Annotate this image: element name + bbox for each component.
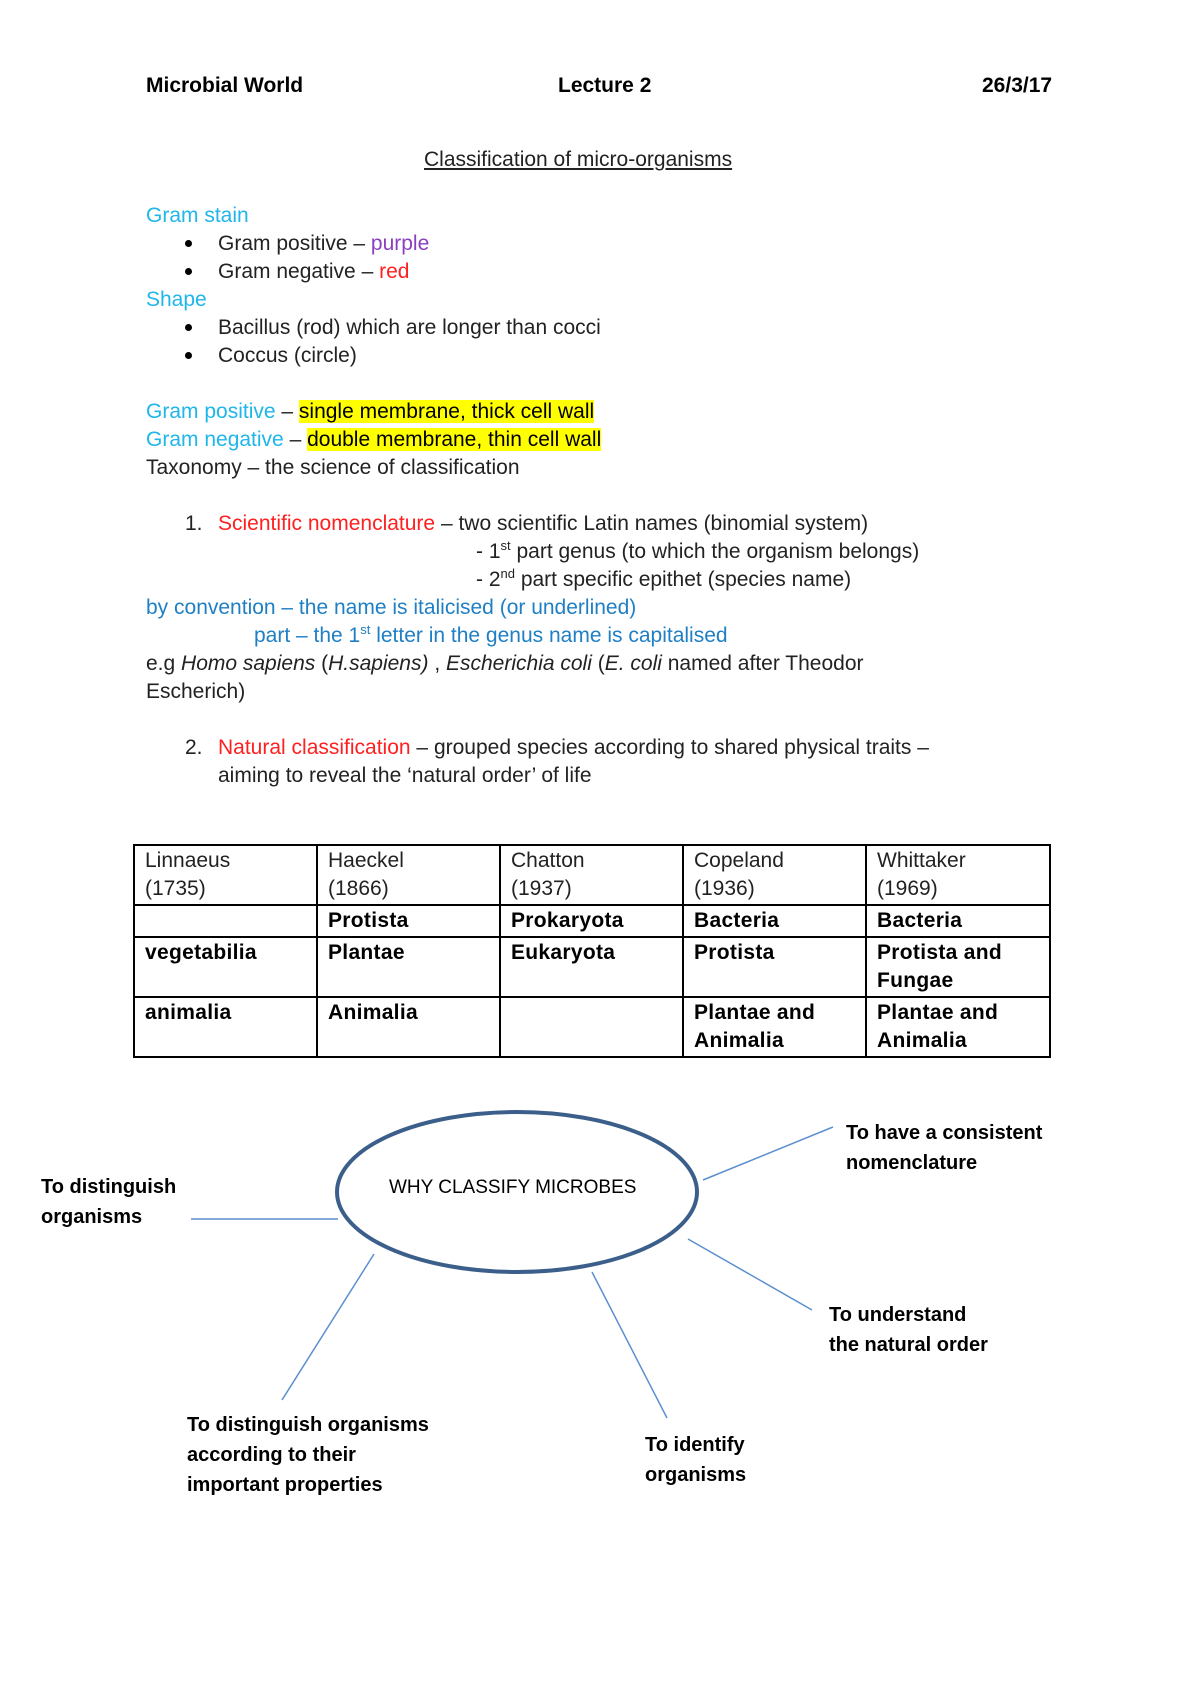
- taxonomy-line: Taxonomy – the science of classification: [146, 456, 520, 479]
- prefix: - 1: [476, 540, 501, 563]
- node-line: To understand: [829, 1304, 967, 1326]
- highlighted-desc: single membrane, thick cell wall: [298, 400, 595, 423]
- dash: –: [275, 400, 299, 423]
- table-cell: Bacteria: [683, 905, 866, 937]
- connector-line: [282, 1254, 374, 1400]
- header-name: Whittaker: [877, 849, 966, 872]
- species-name: Escherichia coli: [446, 652, 592, 675]
- header-year: (1936): [694, 877, 755, 900]
- table-cell: Plantae and Animalia: [683, 997, 866, 1057]
- node-line: nomenclature: [846, 1152, 978, 1174]
- table-cell: Plantae and Animalia: [866, 997, 1050, 1057]
- header-year: (1866): [328, 877, 389, 900]
- node-natural-order: [829, 1300, 988, 1360]
- eg: e.g: [146, 652, 182, 675]
- header-name: Linnaeus: [145, 849, 231, 872]
- node-line: organisms: [41, 1206, 143, 1228]
- connector-line: [703, 1127, 833, 1180]
- header-year: (1735): [145, 877, 206, 900]
- term: Natural classification: [218, 736, 411, 759]
- node-line: To have a consistent: [846, 1122, 1043, 1144]
- paren: (: [591, 652, 605, 675]
- highlighted-desc: double membrane, thin cell wall: [307, 428, 602, 451]
- item-label: Gram positive –: [218, 232, 371, 255]
- node-consistent-nomenclature: [846, 1118, 1042, 1178]
- suffix: part specific epithet (species name): [514, 568, 852, 591]
- table-cell: Animalia: [317, 997, 500, 1057]
- node-distinguish: [41, 1172, 176, 1232]
- term: Gram negative: [146, 428, 284, 451]
- header-course: Microbial World: [146, 74, 304, 97]
- prefix: part – the 1: [254, 624, 361, 647]
- shape-heading: Shape: [146, 288, 207, 311]
- gram-stain-heading: Gram stain: [146, 204, 249, 227]
- node-line: To distinguish organisms: [187, 1414, 429, 1436]
- dash: –: [283, 428, 308, 451]
- named-after: named after Theodor: [661, 652, 864, 675]
- node-line: according to their: [187, 1444, 356, 1466]
- nat-class-line2: aiming to reveal the ‘natural order’ of life: [218, 764, 592, 787]
- species-name: Homo sapiens: [181, 652, 316, 675]
- species-abbrev: E. coli: [604, 652, 662, 675]
- node-line: To distinguish: [41, 1176, 177, 1198]
- node-important-properties: [187, 1410, 429, 1500]
- page-title: Classification of micro-organisms: [424, 148, 733, 171]
- paren: (: [315, 652, 329, 675]
- connector-line: [592, 1272, 667, 1418]
- superscript: nd: [500, 566, 515, 581]
- connector-line: [688, 1239, 812, 1310]
- table-cell: Eukaryota: [500, 937, 683, 997]
- superscript: st: [360, 622, 371, 637]
- table-cell: Protista: [683, 937, 866, 997]
- color-word-red: red: [379, 260, 410, 283]
- convention-line1: by convention – the name is italicised (or underlined): [146, 596, 637, 619]
- table-cell: Plantae: [317, 937, 500, 997]
- table-cell: vegetabilia: [134, 937, 317, 997]
- color-word-purple: purple: [370, 232, 430, 255]
- table-cell: animalia: [134, 997, 317, 1057]
- header-year: (1937): [511, 877, 572, 900]
- list-number-1: 1.: [185, 512, 203, 535]
- diagram-center-label: WHY CLASSIFY MICROBES: [389, 1177, 637, 1198]
- node-line: To identify: [645, 1434, 745, 1456]
- header-name: Chatton: [511, 849, 585, 872]
- example-line2: Escherich): [146, 680, 246, 703]
- prefix: - 2: [476, 568, 501, 591]
- header-date: 26/3/17: [982, 74, 1053, 97]
- term: Scientific nomenclature: [218, 512, 436, 535]
- table-cell: Bacteria: [866, 905, 1050, 937]
- table-cell: Protista and Fungae: [866, 937, 1050, 997]
- table-cell: Protista: [317, 905, 500, 937]
- header-year: (1969): [877, 877, 938, 900]
- header-name: Copeland: [694, 849, 784, 872]
- suffix: part genus (to which the organism belongs): [510, 540, 920, 563]
- term: Gram positive: [146, 400, 276, 423]
- list-number-2: 2.: [185, 736, 203, 759]
- node-identify: [645, 1430, 746, 1490]
- comma: ,: [428, 652, 446, 675]
- shape-item-bacillus: Bacillus (rod) which are longer than cocci: [218, 316, 601, 339]
- suffix: letter in the genus name is capitalised: [370, 624, 728, 647]
- node-line: the natural order: [829, 1334, 988, 1356]
- node-line: important properties: [187, 1474, 383, 1496]
- superscript: st: [500, 538, 511, 553]
- shape-item-coccus: Coccus (circle): [218, 344, 357, 367]
- desc: – two scientific Latin names (binomial system): [435, 512, 869, 535]
- desc: – grouped species according to shared physical traits –: [410, 736, 929, 759]
- item-label: Gram negative –: [218, 260, 380, 283]
- header-lecture: Lecture 2: [558, 74, 652, 97]
- header-name: Haeckel: [328, 849, 404, 872]
- table-cell: Prokaryota: [500, 905, 683, 937]
- species-abbrev: H.sapiens): [328, 652, 429, 675]
- node-line: organisms: [645, 1464, 747, 1486]
